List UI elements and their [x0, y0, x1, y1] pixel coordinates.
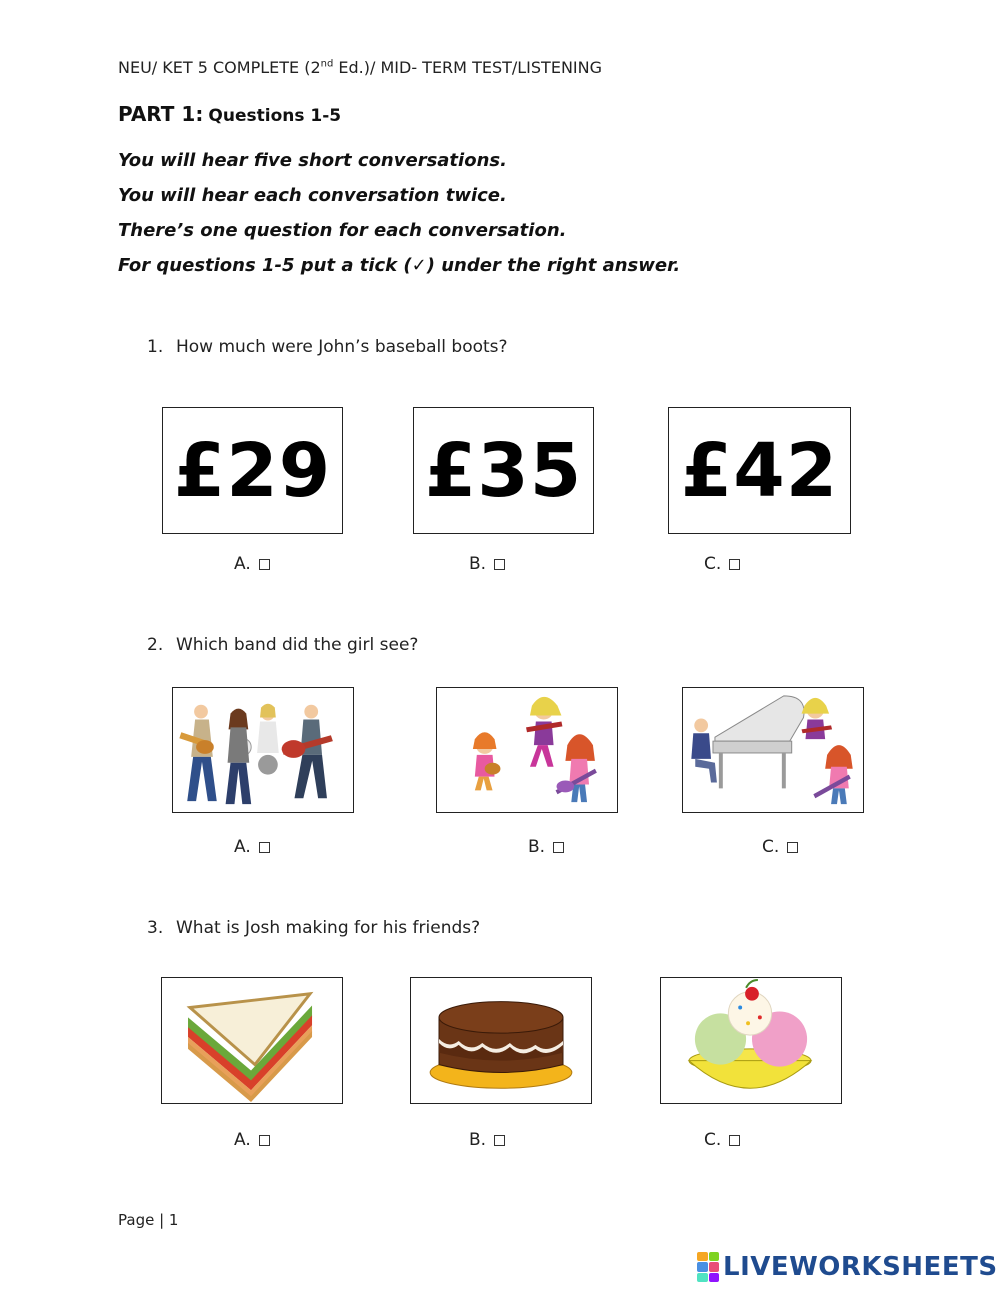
question-2 — [147, 635, 418, 655]
answer-option — [234, 554, 270, 574]
option-letter: C. — [704, 1130, 722, 1150]
answer-option — [469, 1130, 505, 1150]
header-sup: nd — [320, 58, 334, 70]
part-heading — [118, 102, 341, 126]
answer-option — [762, 837, 798, 857]
option-letter: C. — [762, 837, 780, 857]
brand-name: LIVEWORKSHEETS — [723, 1252, 998, 1282]
instruction-4: For questions 1-5 put a tick (✓) under the right answer. — [118, 255, 681, 276]
option-letter: A. — [234, 554, 251, 574]
tick-checkbox[interactable] — [494, 1135, 505, 1146]
instruction-1: You will hear five short conversations. — [118, 150, 507, 171]
answer-option — [234, 1130, 270, 1150]
option-letter: B. — [469, 554, 487, 574]
liveworksheets-logo[interactable] — [697, 1252, 998, 1282]
question-text: What is Josh making for his friends? — [176, 918, 481, 938]
question-number: 3. — [147, 918, 164, 938]
answer-option — [704, 1130, 740, 1150]
question-text: Which band did the girl see? — [176, 635, 419, 655]
page-number: Page | 1 — [118, 1211, 179, 1229]
instruction-2: You will hear each conversation twice. — [118, 185, 507, 206]
option-letter: A. — [234, 1130, 251, 1150]
answer-option — [234, 837, 270, 857]
question-text: How much were John’s baseball boots? — [176, 337, 508, 357]
answer-option — [469, 554, 505, 574]
sandwich-icon — [161, 977, 343, 1104]
header-prefix: NEU/ KET 5 COMPLETE (2 — [118, 58, 321, 77]
option-letter: B. — [528, 837, 546, 857]
tick-checkbox[interactable] — [553, 842, 564, 853]
part-subtitle: Questions 1-5 — [208, 106, 342, 126]
option-price-box: £42 — [668, 407, 851, 534]
header-suffix: Ed.)/ MID- TERM TEST/LISTENING — [333, 58, 602, 77]
three-girls-guitars-icon — [436, 687, 618, 813]
question-number: 1. — [147, 337, 164, 357]
tick-checkbox[interactable] — [259, 559, 270, 570]
tick-checkbox[interactable] — [259, 1135, 270, 1146]
answer-option — [704, 554, 740, 574]
tick-checkbox[interactable] — [729, 1135, 740, 1146]
option-price-box: £35 — [413, 407, 594, 534]
ice-cream-bowl-icon — [660, 977, 842, 1104]
tick-checkbox[interactable] — [729, 559, 740, 570]
question-3 — [147, 918, 480, 938]
answer-option — [528, 837, 564, 857]
question-number: 2. — [147, 635, 164, 655]
option-letter: A. — [234, 837, 251, 857]
tick-checkbox[interactable] — [259, 842, 270, 853]
band-of-four-men-icon — [172, 687, 354, 813]
piano-and-girls-icon — [682, 687, 864, 813]
question-1 — [147, 337, 508, 357]
part-title: PART 1: — [118, 102, 204, 126]
tick-checkbox[interactable] — [494, 559, 505, 570]
tick-checkbox[interactable] — [787, 842, 798, 853]
instruction-3: There’s one question for each conversation. — [118, 220, 567, 241]
chocolate-cake-icon — [410, 977, 592, 1104]
option-letter: C. — [704, 554, 722, 574]
option-letter: B. — [469, 1130, 487, 1150]
document-header — [118, 58, 602, 77]
option-price-box: £29 — [162, 407, 343, 534]
logo-mark-icon — [697, 1252, 719, 1282]
